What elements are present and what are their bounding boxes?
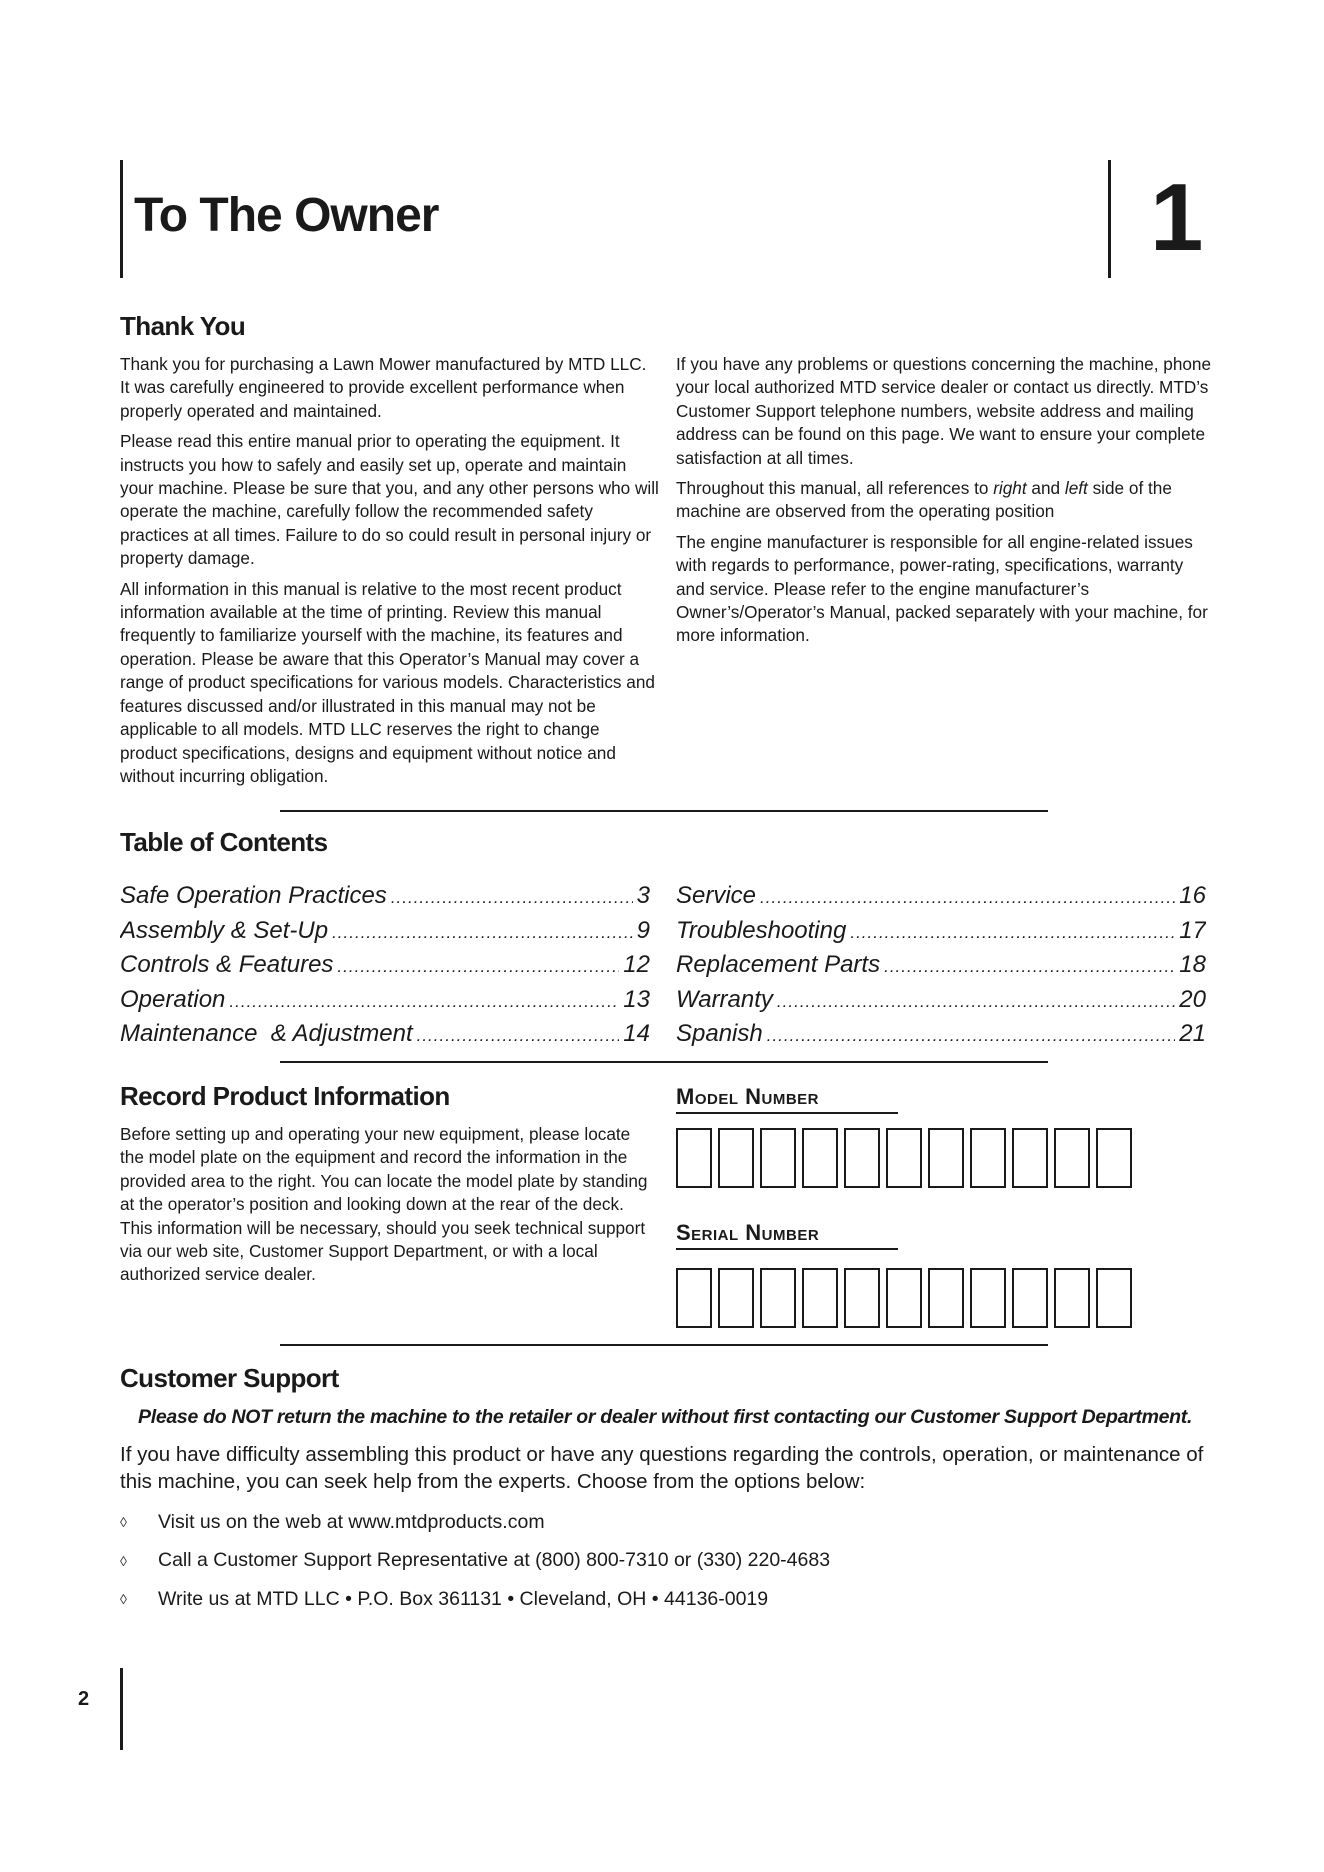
chapter-number: 1 [1150, 164, 1204, 271]
support-option-web: ◊ Visit us on the web at www.mtdproducts.com [120, 1510, 545, 1533]
support-warning: Please do NOT return the machine to the retailer or dealer without first contacting our Customer Support Department. [138, 1406, 1193, 1428]
serial-number-label: Serial Number [676, 1220, 898, 1250]
digit-entry-box[interactable] [928, 1128, 964, 1188]
toc-leader [777, 986, 1175, 1019]
digit-entry-box[interactable] [760, 1268, 796, 1328]
toc-entry-maintenance[interactable]: Maintenance & Adjustment ..... 14 [120, 1018, 650, 1053]
toc-entry-assembly[interactable]: Assembly & Set-Up ..... 9 [120, 915, 650, 950]
diamond-bullet-icon: ◊ [120, 1514, 127, 1531]
thank-you-paragraph: The engine manufacturer is responsible for all engine-related issues with regards to performance, power-rating, specifications, warranty and service. Please refer to the engine manufacturer’s Owner’s/Operator’s Manual, packed separately with your machine, for more information. [676, 531, 1208, 646]
toc-entry-service[interactable]: Service ..... 16 [676, 880, 1206, 915]
toc-entry-spanish[interactable]: Spanish ..... 21 [676, 1018, 1206, 1053]
diamond-bullet-icon: ◊ [120, 1552, 127, 1569]
digit-entry-box[interactable] [676, 1268, 712, 1328]
digit-entry-box[interactable] [802, 1128, 838, 1188]
toc-leader [337, 951, 619, 984]
title-bar-divider [120, 160, 123, 278]
digit-entry-box[interactable] [1054, 1268, 1090, 1328]
digit-entry-box[interactable] [1012, 1128, 1048, 1188]
digit-entry-box[interactable] [1096, 1268, 1132, 1328]
digit-entry-box[interactable] [1096, 1128, 1132, 1188]
thank-you-heading: Thank You [120, 311, 246, 341]
toc-leader [884, 951, 1175, 984]
toc-heading: Table of Contents [120, 827, 328, 857]
toc-entry-operation[interactable]: Operation ..... 13 [120, 984, 650, 1019]
serial-number-boxes[interactable] [676, 1268, 1132, 1328]
toc-entry-troubleshooting[interactable]: Troubleshooting ..... 17 [676, 915, 1206, 950]
model-number-boxes[interactable] [676, 1128, 1132, 1188]
thank-you-paragraph: All information in this manual is relative to the most recent product information available at the time of printing. Review this manual frequently to familiarize yourself with the machine, its features and operation. Please be aware that this Operator’s Manual may cover a range of product specifications for various models. Characteristics and features discussed and/or illustrated in this manual may not be applicable to all models. MTD LLC reserves the right to change product specifications, designs and equipment without notice and without incurring obligation. [120, 578, 655, 786]
digit-entry-box[interactable] [844, 1268, 880, 1328]
toc-right-column [676, 880, 1206, 1053]
thank-you-paragraph: If you have any problems or questions concerning the machine, phone your local authorized MTD service dealer or contact us directly. MTD’s Customer Support telephone numbers, website address and mailing address can be found on this page. We want to ensure your complete satisfaction at all times. [676, 354, 1212, 468]
thank-you-right-column [676, 353, 1216, 655]
toc-entry-warranty[interactable]: Warranty ..... 20 [676, 984, 1206, 1019]
model-number-label: Model Number [676, 1084, 898, 1114]
chapter-bar-divider [1108, 160, 1111, 278]
digit-entry-box[interactable] [802, 1268, 838, 1328]
digit-entry-box[interactable] [970, 1268, 1006, 1328]
digit-entry-box[interactable] [844, 1128, 880, 1188]
page-number: 2 [78, 1688, 90, 1710]
record-heading: Record Product Information [120, 1081, 450, 1111]
toc-leader [417, 1020, 620, 1053]
toc-leader [229, 986, 619, 1019]
digit-entry-box[interactable] [1054, 1128, 1090, 1188]
thank-you-paragraph: Throughout this manual, all references to right and left side of the machine are observed from the operating position [676, 478, 1172, 522]
section-divider [280, 1061, 1048, 1063]
section-divider [280, 810, 1048, 812]
page-title: To The Owner [134, 189, 439, 242]
toc-leader [391, 882, 633, 915]
footer-bar-divider [120, 1668, 123, 1750]
thank-you-paragraph: Thank you for purchasing a Lawn Mower manufactured by MTD LLC. It was carefully engineered to provide excellent performance when properly operated and maintained. [120, 354, 647, 421]
digit-entry-box[interactable] [676, 1128, 712, 1188]
support-intro: If you have difficulty assembling this product or have any questions regarding the controls, operation, or maintenance of this machine, you can seek help from the experts. Choose from the options below: [120, 1443, 1204, 1493]
toc-entry-safe-operation[interactable]: Safe Operation Practices ..... 3 [120, 880, 650, 915]
diamond-bullet-icon: ◊ [120, 1591, 127, 1608]
thank-you-paragraph: Please read this entire manual prior to operating the equipment. It instructs you how to safely and easily set up, operate and maintain your machine. Please be sure that you, and any other persons who will operate the machine, carefully follow the recommended safety practices at all times. Failure to do so could result in personal injury or property damage. [120, 431, 659, 569]
digit-entry-box[interactable] [886, 1268, 922, 1328]
digit-entry-box[interactable] [718, 1128, 754, 1188]
toc-leader [850, 917, 1175, 950]
toc-entry-replacement-parts[interactable]: Replacement Parts ..... 18 [676, 949, 1206, 984]
toc-leader [760, 882, 1175, 915]
support-option-mail: ◊ Write us at MTD LLC • P.O. Box 361131 • Cleveland, OH • 44136-0019 [120, 1587, 769, 1610]
toc-leader [767, 1020, 1176, 1053]
thank-you-left-column [120, 353, 660, 795]
digit-entry-box[interactable] [1012, 1268, 1048, 1328]
support-option-phone: ◊ Call a Customer Support Representative at (800) 800-7310 or (330) 220-4683 [120, 1549, 831, 1572]
section-divider [280, 1344, 1048, 1346]
toc-entry-controls[interactable]: Controls & Features ..... 12 [120, 949, 650, 984]
toc-leader [332, 917, 633, 950]
digit-entry-box[interactable] [760, 1128, 796, 1188]
digit-entry-box[interactable] [970, 1128, 1006, 1188]
digit-entry-box[interactable] [718, 1268, 754, 1328]
customer-support-heading: Customer Support [120, 1363, 339, 1393]
record-instructions: Before setting up and operating your new equipment, please locate the model plate on the equipment and record the information in the provided area to the right. You can locate the model plate by standing at the operator’s position and looking down at the rear of the deck. This information will be necessary, should you seek technical support via our web site, Customer Support Department, or with a local authorized service dealer. [120, 1124, 648, 1285]
toc-left-column [120, 880, 650, 1053]
support-options [120, 1503, 830, 1619]
digit-entry-box[interactable] [886, 1128, 922, 1188]
digit-entry-box[interactable] [928, 1268, 964, 1328]
